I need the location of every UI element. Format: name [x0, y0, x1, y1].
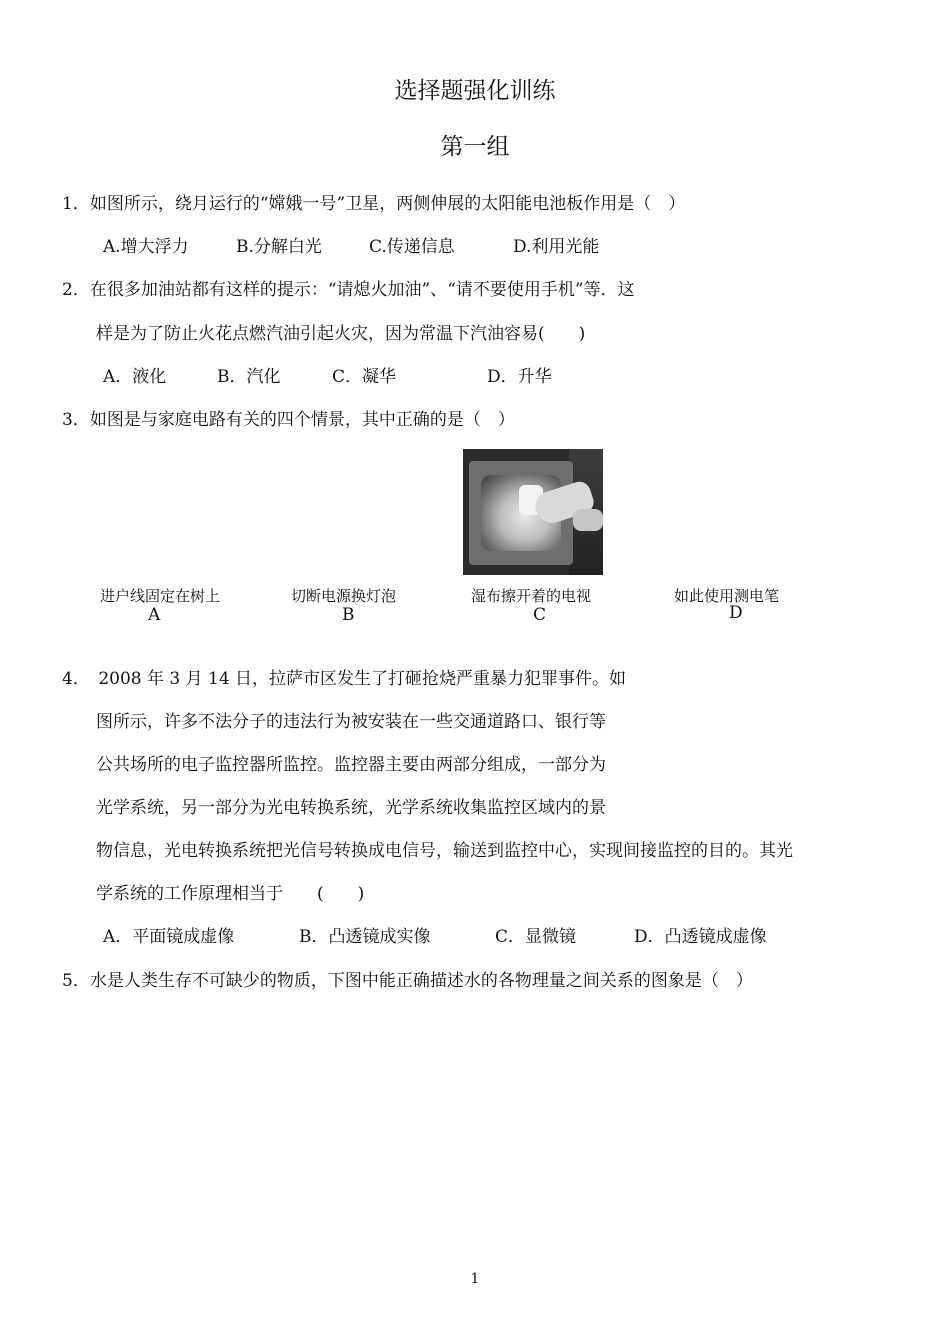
q2-option-c: C．凝华	[332, 367, 397, 387]
q3-letter-b: B	[342, 605, 355, 625]
q4-option-c: C．显微镜	[495, 927, 577, 947]
q3-caption-a: 进户线固定在树上	[100, 587, 221, 605]
q3-stem: 3．如图是与家庭电路有关的四个情景，其中正确的是（ ）	[62, 410, 515, 430]
q3-caption-d: 如此使用测电笔	[674, 587, 780, 605]
q5-stem: 5．水是人类生存不可缺少的物质，下图中能正确描述水的各物理量之间关系的图象是（ ）	[62, 971, 753, 991]
q3-letter-a: A	[148, 605, 161, 625]
group-subtitle: 第一组	[440, 134, 510, 160]
q4-option-d: D．凸透镜成虚像	[634, 927, 767, 947]
q2-option-a: A．液化	[103, 367, 167, 387]
q4-line6: 学系统的工作原理相当于 ( )	[96, 884, 365, 904]
q4-line4: 光学系统，另一部分为光电转换系统，光学系统收集监控区域内的景	[96, 798, 606, 818]
q2-stem-line1: 2．在很多加油站都有这样的提示：“请熄火加油”、“请不要使用手机”等．这	[62, 280, 635, 300]
q3-letter-d: D	[729, 603, 743, 623]
q1-option-a: A.增大浮力	[103, 237, 189, 257]
page-title: 选择题强化训练	[394, 78, 556, 104]
q4-line2: 图所示，许多不法分子的违法行为被安装在一些交通道路口、银行等	[96, 712, 606, 732]
q2-option-b: B．汽化	[217, 367, 281, 387]
q1-option-d: D.利用光能	[513, 237, 600, 257]
q1-option-b: B.分解白光	[236, 237, 322, 257]
q3-caption-c: 湿布擦开着的电视	[471, 587, 592, 605]
q4-line1: 4． 2008 年 3 月 14 日，拉萨市区发生了打砸抢烧严重暴力犯罪事件。如	[62, 669, 627, 689]
q3-caption-b: 切断电源换灯泡	[291, 587, 397, 605]
q4-option-a: A．平面镜成虚像	[103, 927, 235, 947]
q1-option-c: C.传递信息	[369, 237, 455, 257]
q3-letter-c: C	[533, 605, 547, 625]
q2-option-d: D．升华	[487, 367, 552, 387]
q1-stem: 1．如图所示，绕月运行的“嫦娥一号”卫星，两侧伸展的太阳能电池板作用是（ ）	[62, 194, 686, 214]
q4-line3: 公共场所的电子监控器所监控。监控器主要由两部分组成，一部分为	[96, 755, 606, 775]
wet-cloth-tv-photo	[463, 449, 603, 575]
q2-stem-line2: 样是为了防止火花点燃汽油引起火灾，因为常温下汽油容易( )	[96, 324, 586, 344]
q4-line5: 物信息，光电转换系统把光信号转换成电信号，输送到监控中心，实现间接监控的目的。其光	[96, 841, 793, 861]
page-number: 1	[470, 1271, 480, 1287]
q4-option-b: B．凸透镜成实像	[299, 927, 431, 947]
